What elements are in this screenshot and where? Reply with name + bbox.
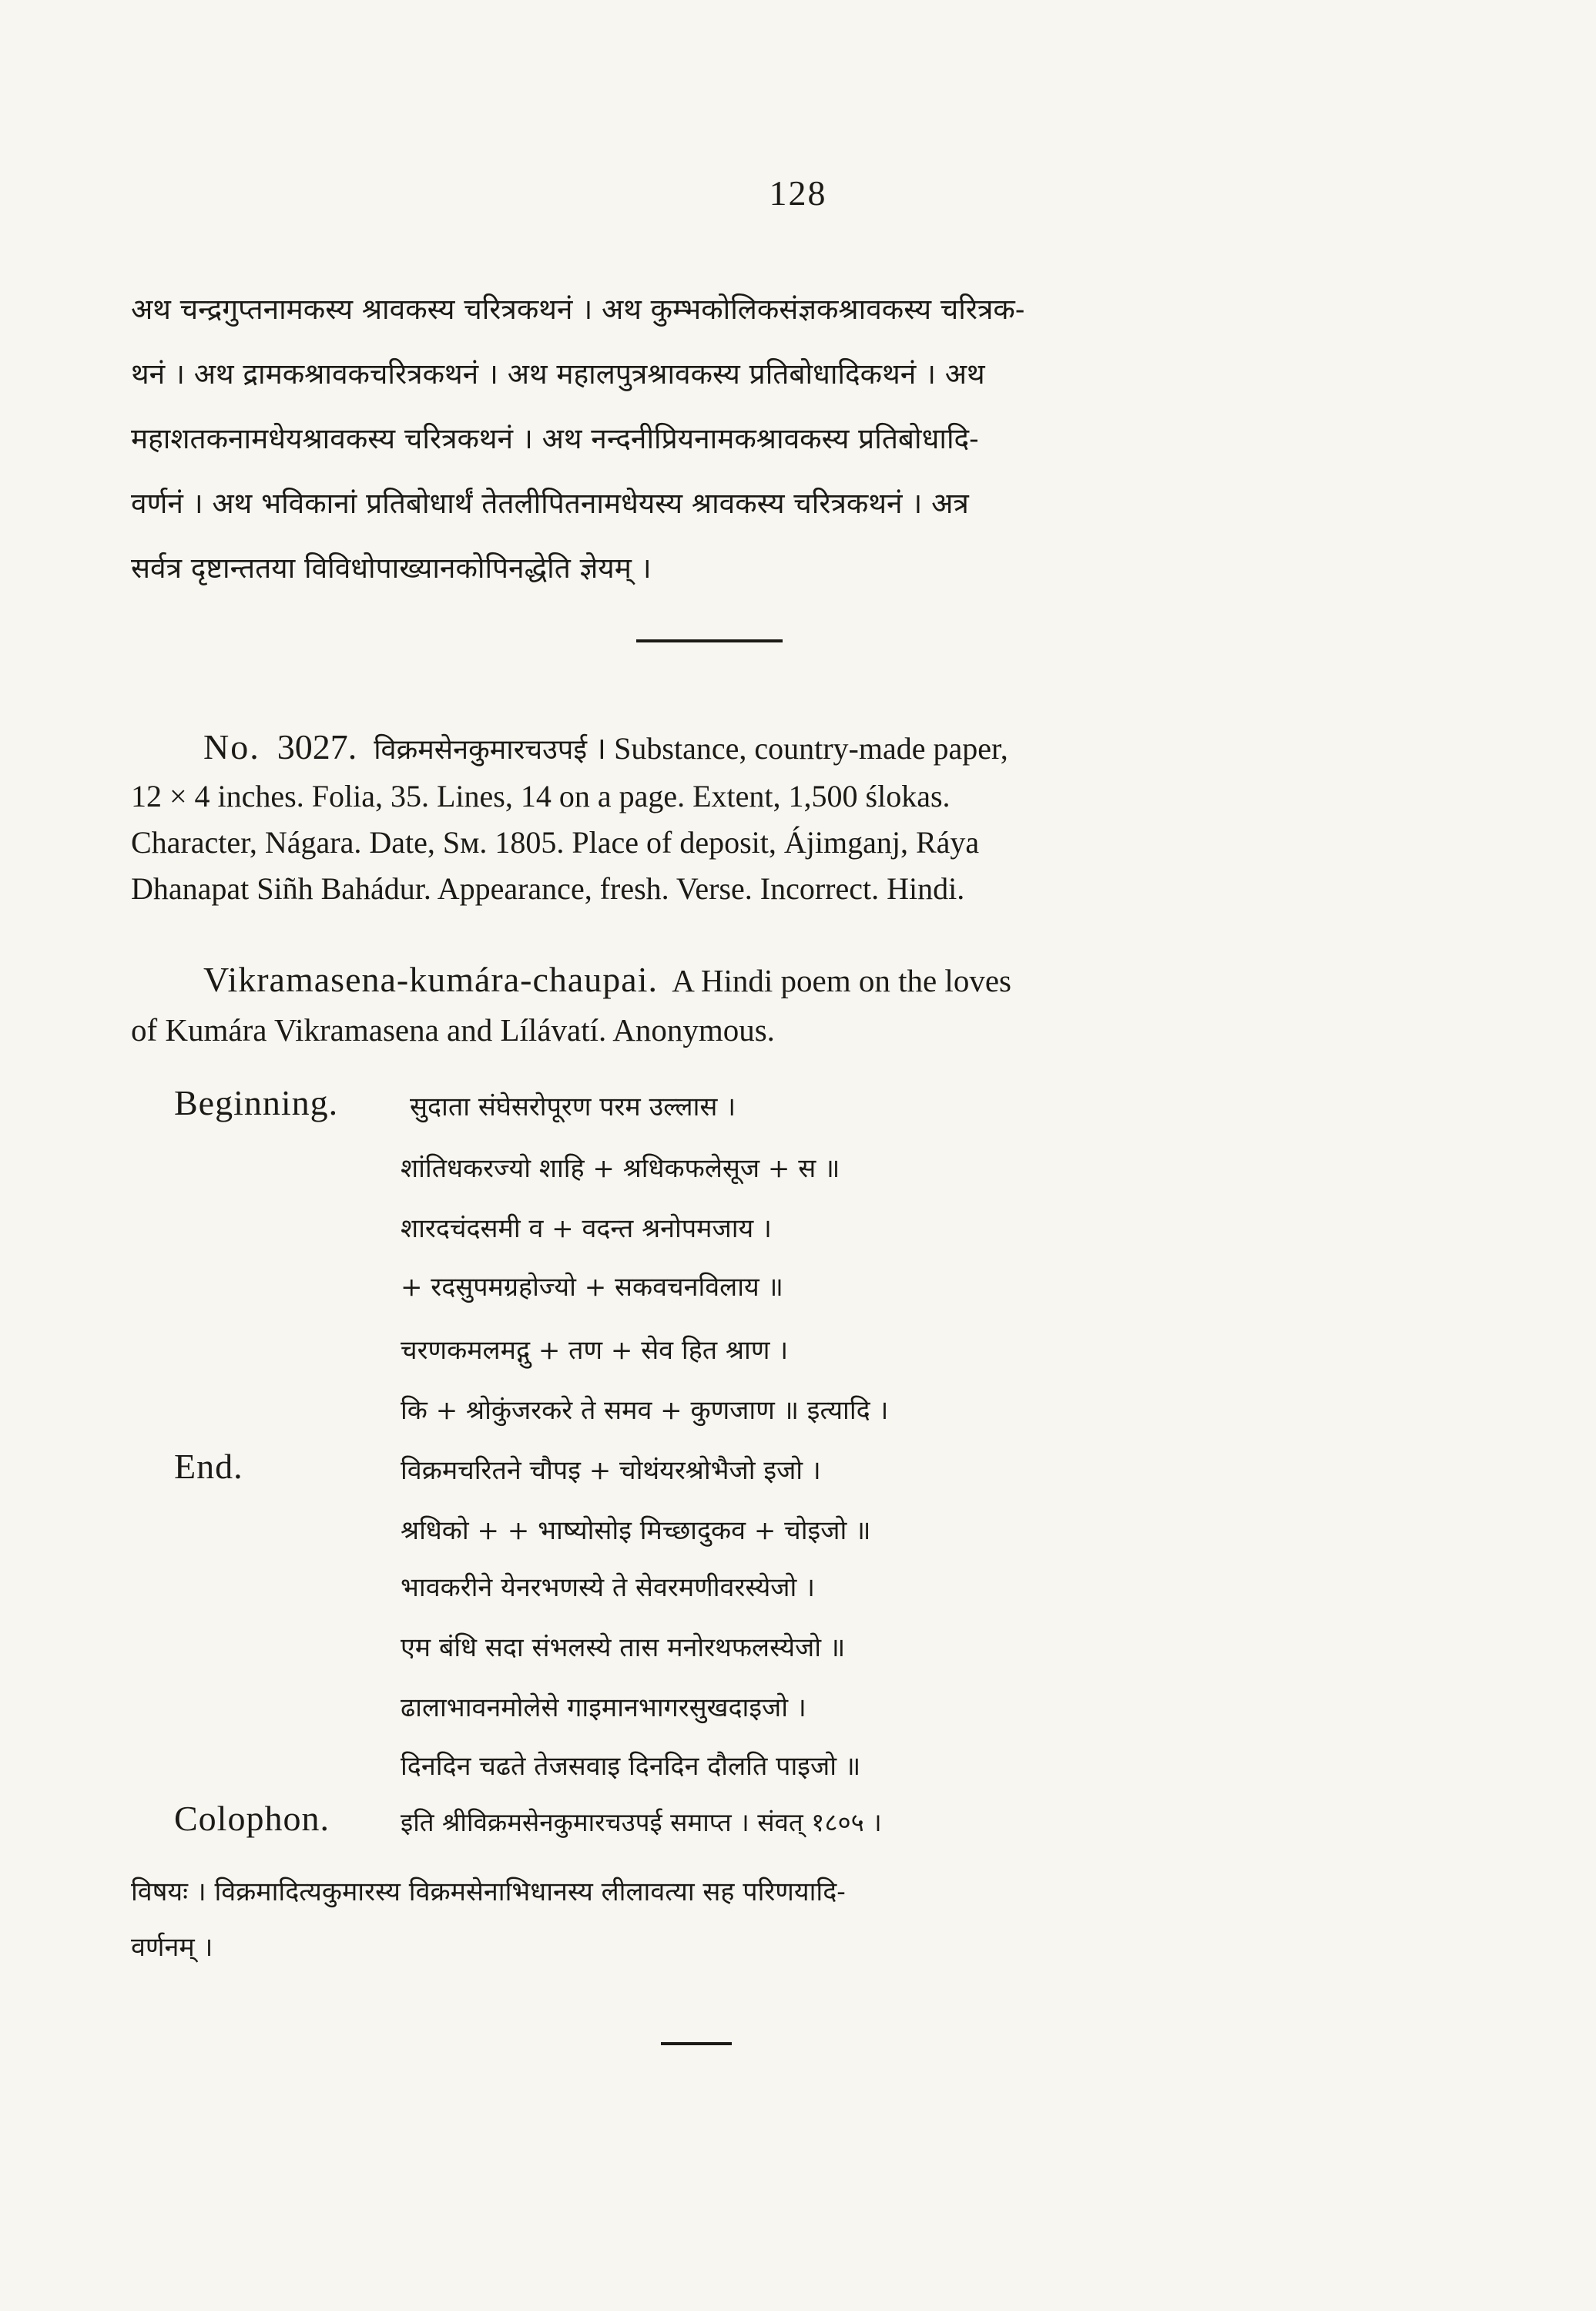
sanskrit-line: महाशतकनामधेयश्रावकस्य चरित्रकथनं । अथ नन्दनीप्रियनामकश्रावकस्य प्रतिबोधादि- xyxy=(131,422,979,455)
work-title: Vikramasena-kumára-chaupai. xyxy=(203,960,659,999)
verse-line: चरणकमलमद्गु + तण + सेव हित श्राण । xyxy=(401,1335,789,1366)
page-number: 128 xyxy=(769,173,827,213)
colophon-text: इति श्रीविक्रमसेनकुमारचउपई समाप्त । संवत् १८०५ । xyxy=(401,1807,882,1837)
entry-substance: । Substance, country-made paper, xyxy=(595,731,1008,766)
sanskrit-line: वर्णनं । अथ भविकानां प्रतिबोधार्थं तेतलीपितनामधेयस्य श्रावकस्य चरित्रकथनं । अत्र xyxy=(131,487,969,520)
sanskrit-line: अथ चन्द्रगुप्तनामकस्य श्रावकस्य चरित्रकथनं । अथ कुम्भकोलिकसंज्ञकश्रावकस्य चरित्रक- xyxy=(131,293,1025,326)
work-desc: A Hindi poem on the loves xyxy=(672,963,1011,998)
entry-title-sanskrit: विक्रमसेनकुमारचउपई xyxy=(374,734,588,766)
entry-line: Character, Nágara. Date, Sᴍ. 1805. Place of deposit, Ájimganj, Ráya xyxy=(131,825,980,860)
verse-line: दिनदिन चढते तेजसवाइ दिनदिन दौलति पाइजो ॥ xyxy=(401,1751,861,1782)
verse-line: श्रधिको + + भाष्योसोइ मिच्छादुकव + चोइजो ॥ xyxy=(401,1515,871,1546)
verse-line: ढालाभावनमोलेसे गाइमानभागरसुखदाइजो । xyxy=(401,1692,806,1723)
entry-line xyxy=(131,724,1286,773)
entry-number-label: No. xyxy=(203,727,260,766)
verse-line: विक्रमचरितने चौपइ + चोथंयरश्रोभैजो इजो । xyxy=(401,1455,821,1486)
section-divider xyxy=(636,639,783,642)
catalogue-entry xyxy=(131,724,1286,912)
section-divider xyxy=(661,2042,732,2045)
work-desc: of Kumára Vikramasena and Lílávatí. Anonymous. xyxy=(131,1012,775,1048)
verse-line: भावकरीने येनरभणस्ये ते सेवरमणीवरस्येजो । xyxy=(401,1572,816,1603)
entry-line: Dhanapat Siñh Bahádur. Appearance, fresh. Verse. Incorrect. Hindi. xyxy=(131,871,965,906)
end-label: End. xyxy=(174,1447,243,1486)
subject-line: वर्णनम् । xyxy=(131,1932,213,1963)
entry-number: 3027. xyxy=(277,727,357,766)
verse-line: एम बंधि सदा संभलस्ये तास मनोरथफलस्येजो ॥ xyxy=(401,1632,846,1663)
colophon-label: Colophon. xyxy=(174,1799,330,1838)
entry-line: 12 × 4 inches. Folia, 35. Lines, 14 on a page. Extent, 1,500 ślokas. xyxy=(131,779,951,813)
verse-line: शारदचंदसमी व + वदन्त श्रनोपमजाय । xyxy=(401,1213,772,1244)
verse-line: सुदाता संघेसरोपूरण परम उल्लास । xyxy=(410,1092,736,1122)
work-description xyxy=(131,955,1286,1055)
subject-summary xyxy=(131,1864,1286,1975)
verse-line: शांतिधकरज्यो शाहि + श्रधिकफलेसूज + स ॥ xyxy=(401,1153,840,1184)
beginning-label: Beginning. xyxy=(174,1083,339,1122)
sanskrit-line: थनं । अथ द्रामकश्रावकचरित्रकथनं । अथ महालपुत्रश्रावकस्य प्रतिबोधादिकथनं । अथ xyxy=(131,357,985,391)
subject-line: विषयः । विक्रमादित्यकुमारस्य विक्रमसेनाभिधानस्य लीलावत्या सह परिणयादि- xyxy=(131,1877,846,1907)
previous-entry-sanskrit-block xyxy=(131,277,1286,601)
verse-line: कि + श्रोकुंजरकरे ते समव + कुणजाण ॥ इत्यादि । xyxy=(401,1395,889,1426)
sanskrit-line: सर्वत्र दृष्टान्ततया विविधोपाख्यानकोपिनद्धेति ज्ञेयम् । xyxy=(131,552,652,585)
verse-line: + रदसुपमग्रहोज्यो + सकवचनविलाय ॥ xyxy=(401,1272,783,1303)
